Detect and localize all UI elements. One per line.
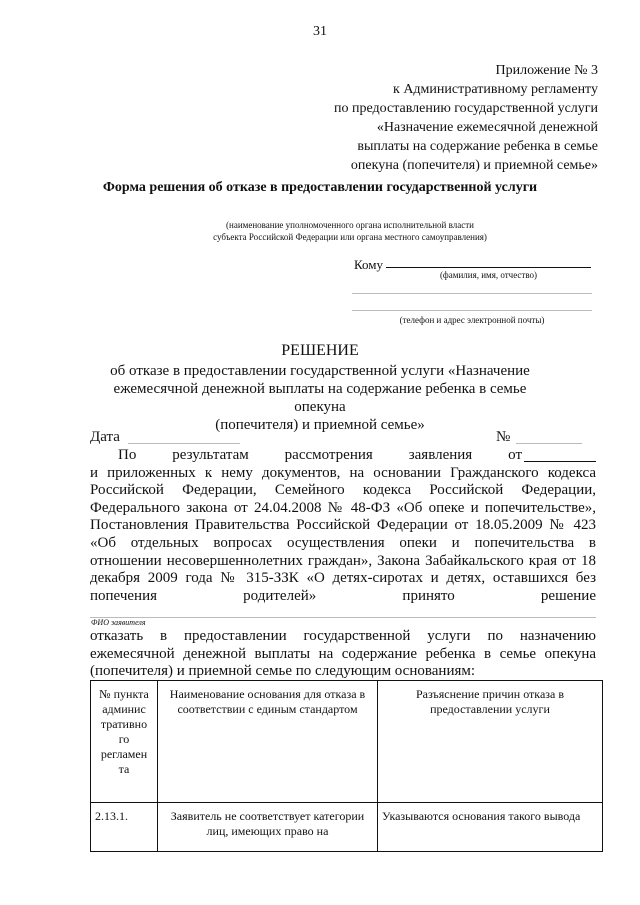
authority-caption-line: субъекта Российской Федерации или органа местного самоуправления) [213, 232, 487, 242]
appendix-line: по предоставлению государственной услуги [334, 101, 598, 116]
decision-title: РЕШЕНИЕ [281, 342, 359, 359]
number-label: № [496, 429, 511, 445]
table-header-row [91, 681, 603, 803]
table-header-cell: № пункта админис тративно го регламен та [91, 681, 158, 803]
decision-subtitle-line: ежемесячной денежной выплаты на содержание ребенка в семье опекуна [113, 381, 527, 415]
recipient-address-line [352, 293, 592, 294]
table-cell: Указываются основания такого вывода [378, 803, 603, 852]
table-header-cell: Разъяснение причин отказа в предоставлении услуги [378, 681, 603, 803]
table-row [91, 803, 603, 852]
applicant-caption: ФИО заявителя [91, 618, 146, 627]
refusal-paragraph [90, 628, 596, 681]
body-line: «Об отдельных вопросах осуществления опеки и попечительства в [90, 534, 596, 551]
number-line [516, 443, 582, 444]
application-date-line [524, 461, 596, 462]
table-cell: 2.13.1. [91, 803, 158, 852]
authority-caption-line: (наименование уполномоченного органа исполнительной власти [226, 220, 474, 230]
date-line [128, 443, 240, 444]
body-line: отношении несовершеннолетних граждан», Закона Забайкальского края от 18 [90, 552, 596, 569]
recipient-name-line [386, 267, 591, 268]
page-number: 31 [313, 24, 327, 39]
grounds-table [90, 680, 603, 852]
body-paragraph [90, 447, 596, 605]
body-line: По результатам рассмотрения заявления от [118, 447, 522, 463]
appendix-line: к Административному регламенту [393, 82, 598, 97]
phone-caption: (телефон и адрес электронной почты) [399, 315, 545, 325]
appendix-line: выплаты на содержание ребенка в семье [357, 139, 598, 154]
body-line: и приложенных к нему документов, на основании Гражданского кодекса [90, 464, 596, 481]
refusal-line: (попечителя) и приемной семье по следующим основаниям: [90, 663, 476, 680]
decision-subtitle-line: об отказе в предоставлении государственной услуги «Назначение [110, 363, 530, 379]
refusal-line: ежемесячной денежной выплаты на содержание ребенка в семье опекуна [90, 645, 596, 662]
table-header-cell: Наименование основания для отказа в соответствии с единым стандартом [158, 681, 378, 803]
decision-subtitle-line: (попечителя) и приемной семье» [215, 417, 425, 433]
applicant-line [90, 617, 596, 618]
fio-caption: (фамилия, имя, отчество) [439, 270, 538, 280]
appendix-line: опекуна (попечителя) и приемной семье» [350, 158, 598, 173]
appendix-block [334, 61, 598, 175]
body-line: Российской Федерации, Семейного кодекса Российской Федерации, [90, 482, 596, 499]
decision-subtitle [100, 362, 540, 434]
table-cell: Заявитель не соответствует категории лиц, имеющих право на [158, 803, 378, 852]
body-line: Постановления Правительства Российской Федерации от 18.05.2009 № 423 [90, 517, 596, 534]
appendix-line: «Назначение ежемесячной денежной [376, 120, 598, 135]
body-line: попечения родителей» принято решение [90, 587, 596, 604]
refusal-line: отказать в предоставлении государственной услуги по назначению [90, 628, 596, 644]
body-line: декабря 2009 года № 315-ЗЗК «О детях-сиротах и детях, оставшихся без [90, 570, 596, 587]
authority-caption [180, 219, 520, 243]
appendix-line: Приложение № 3 [495, 63, 598, 78]
body-line: Федерального закона от 24.04.2008 № 48-ФЗ «Об опеке и попечительстве», [90, 499, 596, 516]
form-title: Форма решения об отказе в предоставлении государственной услуги [102, 180, 538, 195]
recipient-contact-line [352, 310, 592, 311]
to-label: Кому [354, 257, 384, 272]
date-label: Дата [90, 429, 120, 445]
